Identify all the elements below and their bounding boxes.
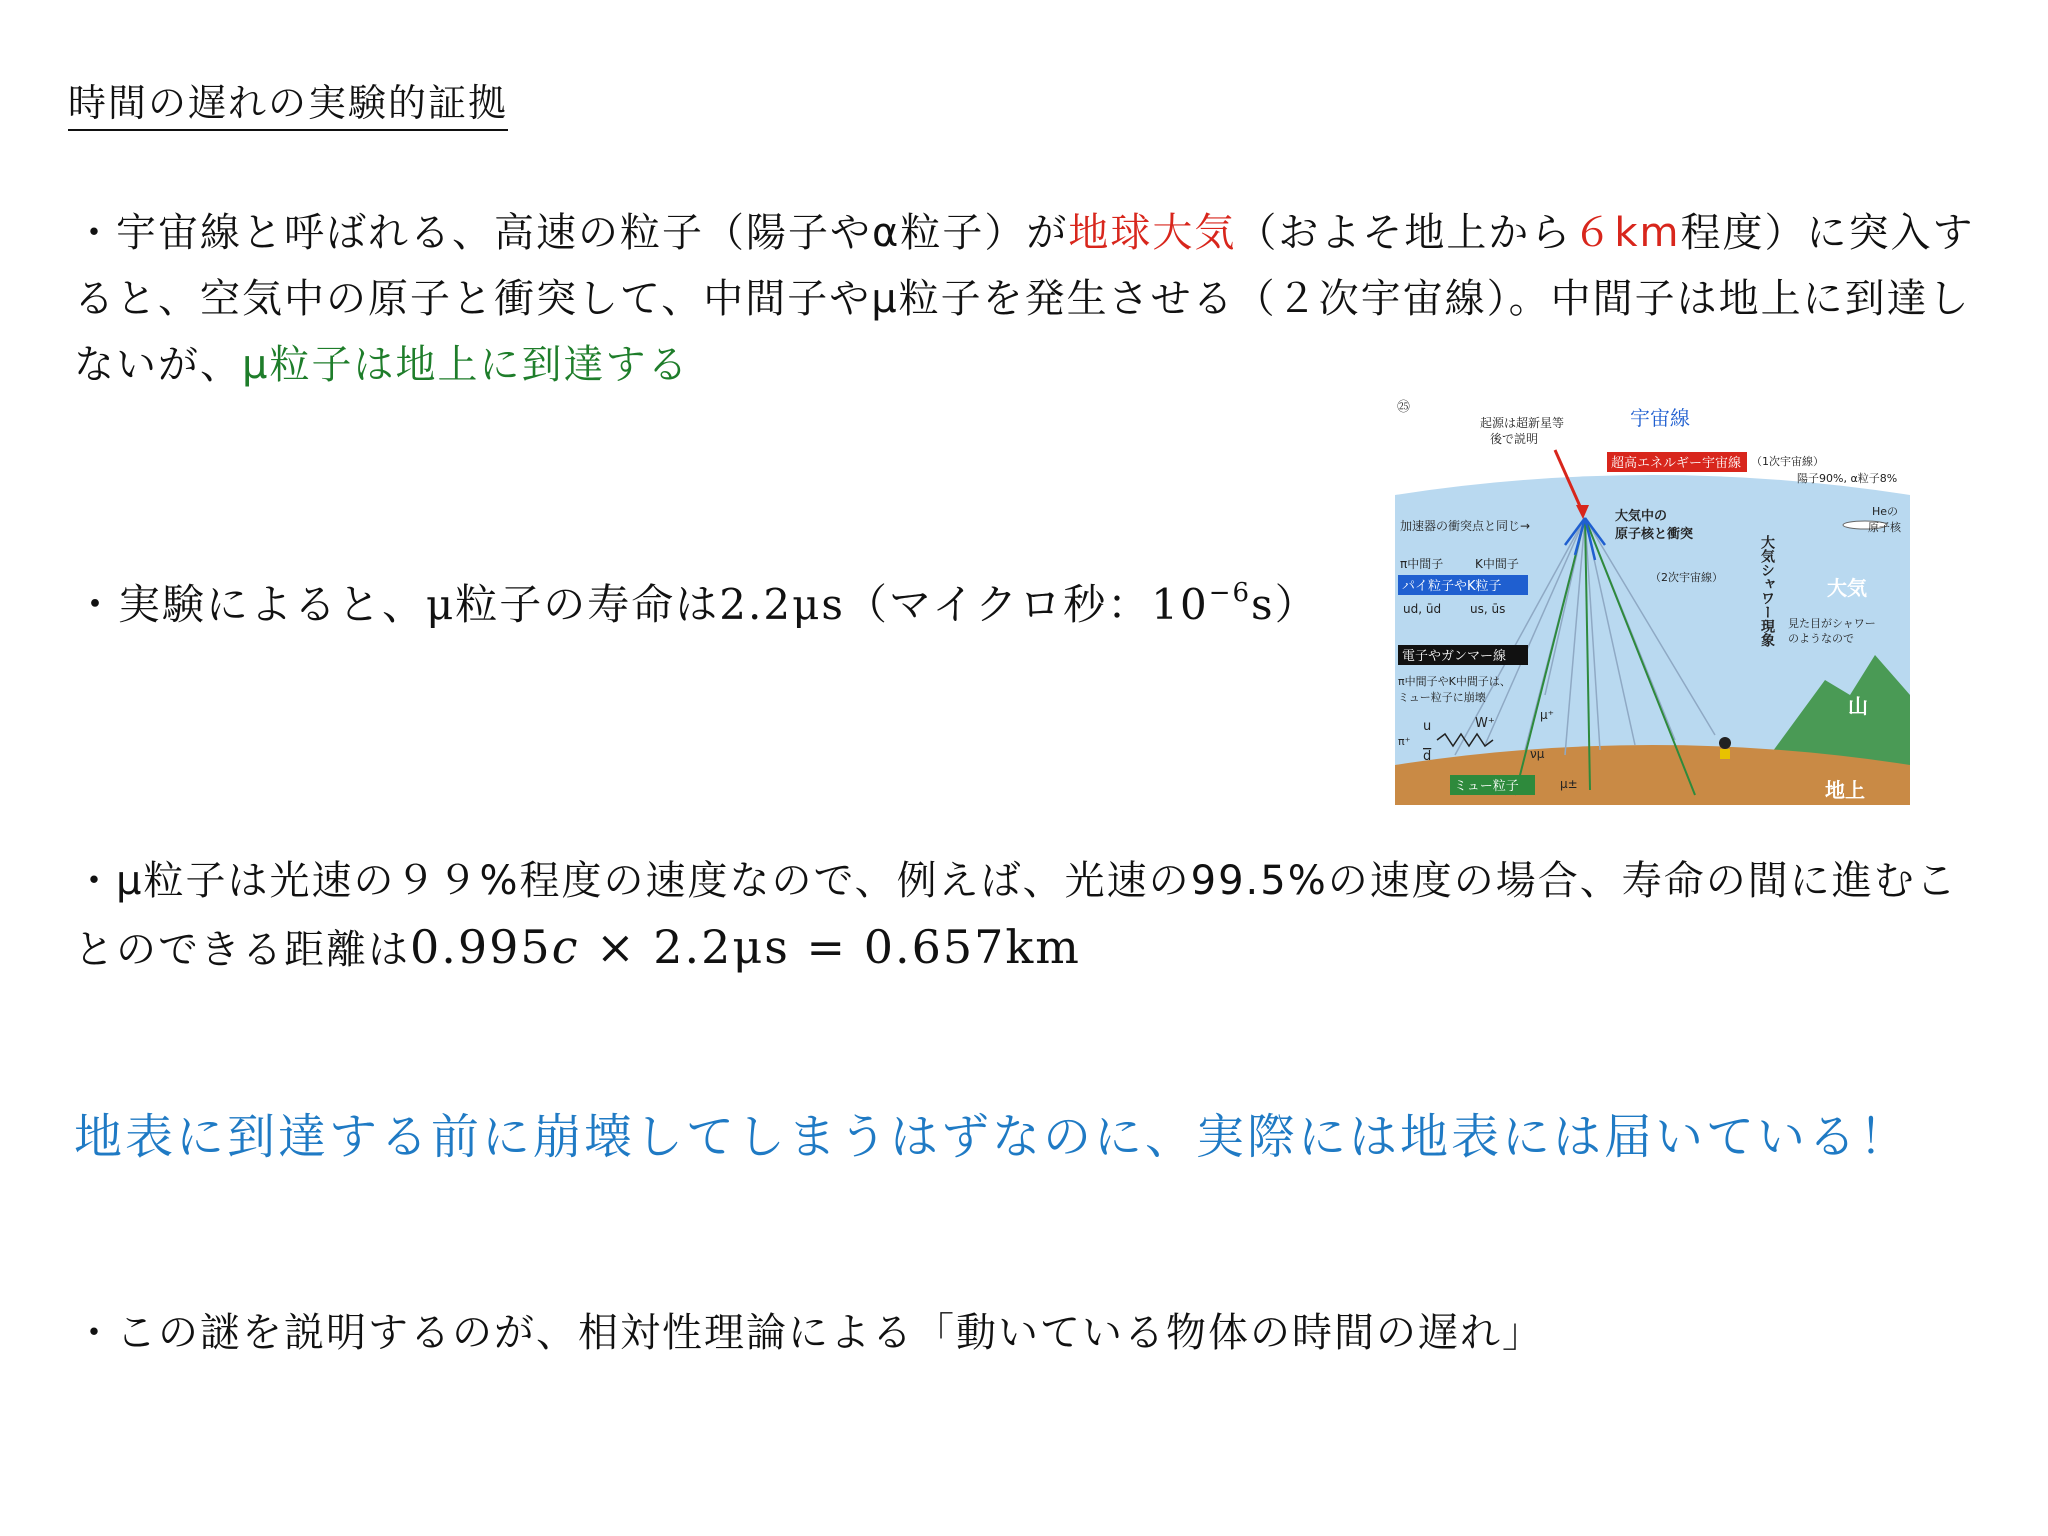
p2-text-b: s） bbox=[1251, 580, 1319, 629]
label-pi-plus: π⁺ bbox=[1398, 735, 1411, 748]
person-body bbox=[1720, 749, 1730, 759]
label-electron-gamma: 電子やガンマー線 bbox=[1402, 649, 1507, 664]
label-cosmic-ray: 宇宙線 bbox=[1630, 406, 1690, 430]
paragraph-paradox: 地表に到達する前に崩壊してしまうはずなのに、実際には地表には届いている！ bbox=[74, 1109, 1911, 1165]
cosmic-ray-shower-figure bbox=[1395, 395, 1910, 805]
p1-text-b: （およそ地上から bbox=[1236, 210, 1573, 256]
paragraph-cosmic-rays bbox=[74, 200, 1994, 398]
person-icon bbox=[1719, 737, 1731, 749]
label-secondary: （2次宇宙線） bbox=[1650, 571, 1723, 584]
label-muon: ミュー粒子 bbox=[1454, 779, 1519, 794]
slide-title: 時間の遅れの実験的証拠 bbox=[68, 72, 508, 131]
p2-exponent: −6 bbox=[1208, 578, 1252, 608]
label-mu-pm: μ± bbox=[1560, 777, 1578, 791]
label-mu-plus: μ⁺ bbox=[1540, 708, 1554, 722]
label-accelerator: 加速器の衝突点と同じ→ bbox=[1400, 519, 1531, 533]
label-decay-1: π中間子やK中間子は、 bbox=[1398, 675, 1511, 688]
label-composition: 陽子90%, α粒子8% bbox=[1797, 472, 1898, 485]
p3-math-c: c bbox=[551, 920, 580, 974]
label-shower: 大気シャワー現象 bbox=[1759, 535, 1775, 647]
label-quarks-1: ud, ūd bbox=[1403, 602, 1442, 616]
label-u: u bbox=[1423, 719, 1432, 734]
label-w-plus: W⁺ bbox=[1475, 716, 1495, 731]
paragraph-muon-distance bbox=[74, 848, 1994, 983]
label-quarks-2: us, ūs bbox=[1470, 602, 1506, 616]
figure-number: ㉕ bbox=[1397, 400, 1411, 415]
label-looks-2: のようなので bbox=[1788, 632, 1854, 645]
p3-math-a: 0.995 bbox=[410, 920, 552, 974]
p1-highlight-6km: ６km bbox=[1572, 210, 1681, 256]
p1-highlight-muon-reaches: μ粒子は地上に到達する bbox=[242, 342, 690, 388]
label-mountain: 山 bbox=[1848, 694, 1868, 718]
label-dbar: d bbox=[1423, 749, 1432, 764]
label-pi-meson: π中間子 bbox=[1400, 557, 1444, 571]
label-he-2: 原子核 bbox=[1868, 521, 1901, 534]
label-ground: 地上 bbox=[1825, 778, 1865, 802]
p1-text-c: 程度）に突入すると、空気中の原子と衝突して、中間子やμ粒子を発生させる（２次宇宙線）。中間子は地上に到達しないが、 bbox=[74, 210, 1975, 388]
p3-math-b: × 2.2μs = 0.657km bbox=[579, 920, 1081, 974]
p1-text-a: ・宇宙線と呼ばれる、高速の粒子（陽子やα粒子）が bbox=[74, 210, 1069, 256]
p2-text-a: ・実験によると、μ粒子の寿命は2.2μs（マイクロ秒：10 bbox=[74, 580, 1209, 629]
label-origin-1: 起源は超新星等 bbox=[1480, 416, 1565, 430]
p3-text-a: ・μ粒子は光速の９９%程度の速度なので、例えば、光速の99.5%の速度の場合、寿命の間に進むことのできる距離は bbox=[74, 858, 1958, 973]
label-pi-k: パイ粒子やK粒子 bbox=[1402, 579, 1502, 594]
label-looks-1: 見た目がシャワー bbox=[1788, 617, 1876, 630]
label-nu-mu: νμ bbox=[1530, 747, 1545, 761]
label-decay-2: ミュー粒子に崩壊 bbox=[1398, 691, 1486, 704]
label-k-meson: K中間子 bbox=[1475, 557, 1519, 571]
p1-highlight-atmosphere: 地球大気 bbox=[1068, 210, 1237, 256]
label-atmosphere: 大気 bbox=[1827, 576, 1867, 600]
label-origin-2: 後で説明 bbox=[1490, 432, 1539, 446]
label-collision-1: 大気中の bbox=[1615, 509, 1668, 524]
label-primary: （1次宇宙線） bbox=[1751, 455, 1824, 468]
label-uhe: 超高エネルギー宇宙線 bbox=[1611, 456, 1742, 471]
paragraph-explanation: ・この謎を説明するのが、相対性理論による「動いている物体の時間の遅れ」 bbox=[74, 1310, 1544, 1356]
label-he-1: Heの bbox=[1872, 505, 1899, 518]
label-collision-2: 原子核と衝突 bbox=[1615, 527, 1694, 542]
